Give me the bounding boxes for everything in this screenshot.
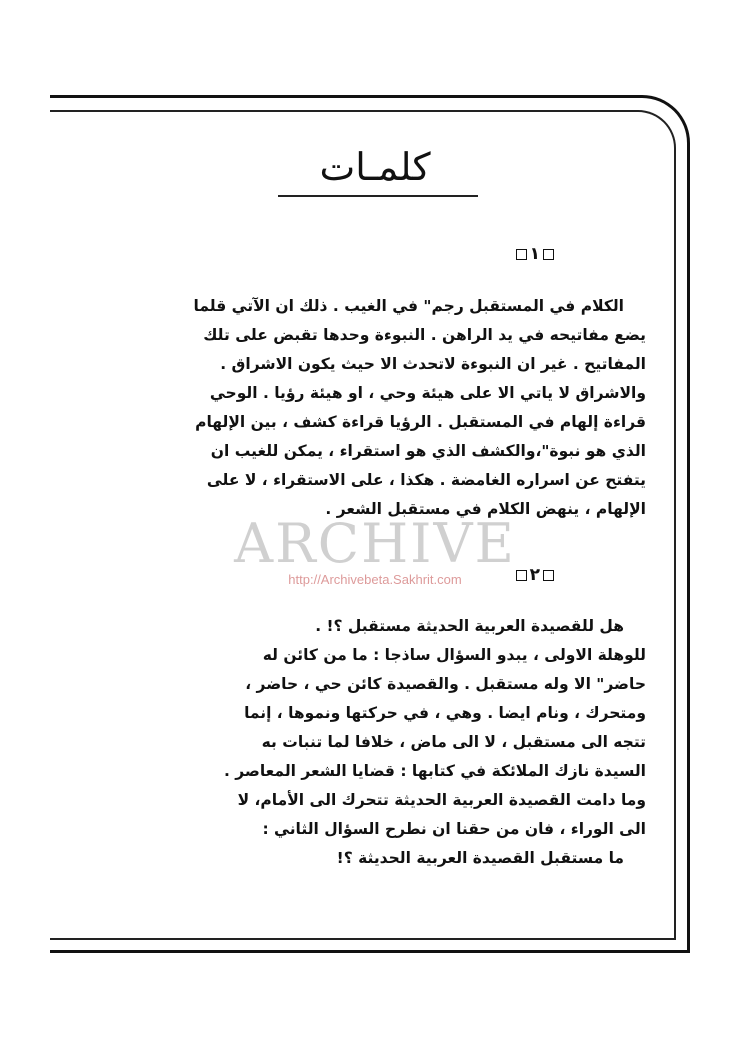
text-line: حاضر" الا وله مستقبل . والقصيدة كائن حي ، حاضر ، <box>245 675 646 693</box>
title-underline <box>278 195 478 197</box>
text-line: الى الوراء ، فان من حقنا ان نطرح السؤال الثاني : <box>262 820 646 838</box>
square-bullet-icon <box>543 249 554 260</box>
text-line: الذي هو نبوة"،والكشف الذي هو استقراء ، يمكن للغيب ان <box>210 442 646 460</box>
text-line: وما دامت القصيدة العربية الحديثة تتحرك الى الأمام، لا <box>237 791 646 809</box>
text-line: يضع مفاتيحه في يد الراهن . النبوءة وحدها تقبض على تلك <box>203 326 646 344</box>
text-line: قراءة إلهام في المستقبل . الرؤيا قراءة كشف ، بين الإلهام <box>195 413 646 431</box>
text-line: الكلام في المستقبل رجم" في الغيب . ذلك ان الآتي قلما <box>193 297 624 315</box>
square-bullet-icon <box>516 249 527 260</box>
text-line: والاشراق لا ياتي الا على هيئة وحي ، او هيئة رؤيا . الوحي <box>209 384 646 402</box>
square-bullet-icon <box>543 570 554 581</box>
section-1-number: ١ <box>529 244 540 264</box>
text-line: المفاتيح . غير ان النبوءة لاتحدث الا حيث يكون الاشراق . <box>220 355 646 373</box>
text-line: يتفتح عن اسراره الغامضة . هكذا ، على الاستقراء ، لا على <box>206 471 646 489</box>
page-title: كلمـات <box>319 145 431 189</box>
text-line: هل للقصيدة العربية الحديثة مستقبل ؟! . <box>315 617 624 635</box>
text-line: ما مستقبل القصيدة العربية الحديثة ؟! <box>336 849 624 867</box>
section-2-paragraph <box>138 612 646 873</box>
watermark-archive: ARCHIVE <box>234 512 516 575</box>
text-line: للوهلة الاولى ، يبدو السؤال ساذجا : ما من كائن له <box>262 646 646 664</box>
text-line: السيدة نازك الملائكة في كتابها : قضايا الشعر المعاصر . <box>223 762 646 780</box>
text-line: ومتحرك ، ونام ايضا . وهي ، في حركتها ونموها ، إنما <box>244 704 646 722</box>
section-1-marker <box>516 244 554 264</box>
section-1-paragraph <box>138 292 646 524</box>
square-bullet-icon <box>516 570 527 581</box>
section-2-marker <box>516 565 554 585</box>
text-line: الإلهام ، ينهض الكلام في مستقبل الشعر . <box>325 500 646 518</box>
section-2-number: ٢ <box>529 565 540 585</box>
text-line: تتجه الى مستقبل ، لا الى ماض ، خلافا لما تنبات به <box>261 733 646 751</box>
watermark-url: http://Archivebeta.Sakhrit.com <box>288 572 462 587</box>
